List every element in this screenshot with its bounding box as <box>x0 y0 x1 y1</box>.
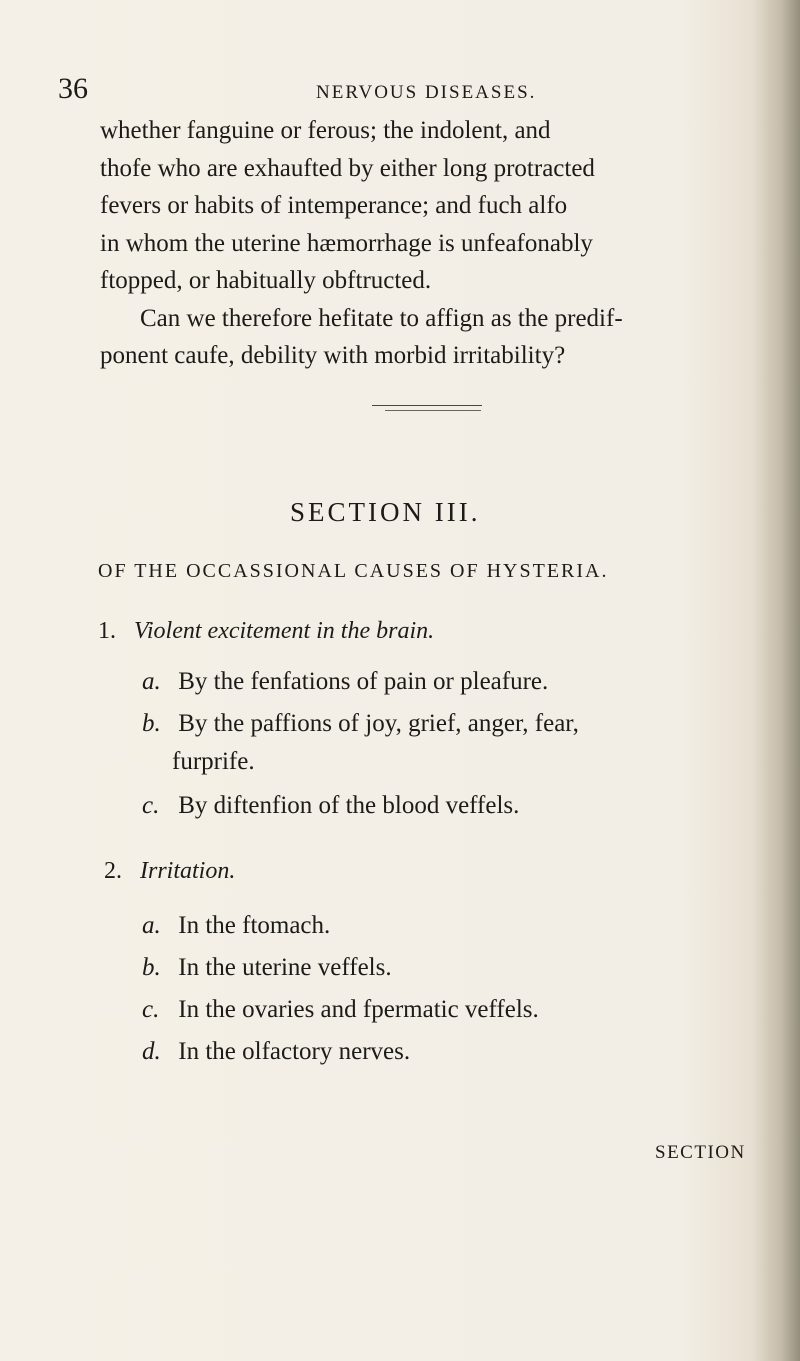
list-item <box>142 668 548 696</box>
group-heading <box>104 858 235 885</box>
group-heading-text: Irritation. <box>140 858 236 884</box>
list-item <box>142 710 579 738</box>
opening-paragraph <box>100 112 750 375</box>
paragraph-line: ftopped, or habitually obftructed. <box>100 267 432 294</box>
paragraph-line: in whom the uterine hæmorrhage is unfeafonably <box>100 229 593 257</box>
paragraph-line: whether fanguine or ferous; the indolent, and <box>100 117 551 144</box>
item-letter: a. <box>142 668 161 695</box>
item-letter: b. <box>142 710 161 737</box>
item-letter: c. <box>142 996 160 1023</box>
list-item-continuation: furprife. <box>172 748 255 775</box>
list-item <box>142 996 539 1024</box>
paragraph-line: fevers or habits of intemperance; and fuch alfo <box>100 192 568 219</box>
catchword: SECTION <box>655 1142 746 1163</box>
paragraph-line: Can we therefore hefitate to affign as the predif- <box>140 304 623 332</box>
list-item <box>142 954 392 982</box>
section-title: SECTION III. <box>290 497 481 527</box>
item-text: In the ftomach. <box>178 912 331 939</box>
paragraph-line: ponent caufe, debility with morbid irritability? <box>100 342 566 369</box>
section-divider-rule <box>385 410 481 411</box>
item-letter: a. <box>142 912 161 939</box>
item-text: By the paffions of joy, grief, anger, fear, <box>178 710 579 737</box>
group-heading-text: Violent excitement in the brain. <box>134 618 435 644</box>
list-item <box>142 912 330 940</box>
item-text: In the uterine veffels. <box>178 954 392 981</box>
page-number: 36 <box>58 72 88 105</box>
item-letter: b. <box>142 954 161 981</box>
item-text: In the ovaries and fpermatic veffels. <box>178 996 539 1023</box>
group-number: 1. <box>98 618 116 644</box>
item-text: In the olfactory nerves. <box>178 1038 411 1065</box>
item-letter: d. <box>142 1038 161 1065</box>
group-heading <box>98 618 434 645</box>
group-number: 2. <box>104 858 122 884</box>
item-letter: c. <box>142 792 160 819</box>
section-divider-rule <box>372 405 482 406</box>
section-subtitle: OF THE OCCASSIONAL CAUSES OF HYSTERIA. <box>98 560 609 582</box>
running-head: NERVOUS DISEASES. <box>316 82 537 103</box>
paragraph-line: thofe who are exhaufted by either long protracted <box>100 154 595 182</box>
list-item <box>142 792 519 820</box>
list-item <box>142 1038 410 1066</box>
page-edge-shadow <box>752 0 800 1361</box>
item-text: By the fenfations of pain or pleafure. <box>178 668 549 695</box>
item-text: By diftenfion of the blood veffels. <box>178 792 520 819</box>
